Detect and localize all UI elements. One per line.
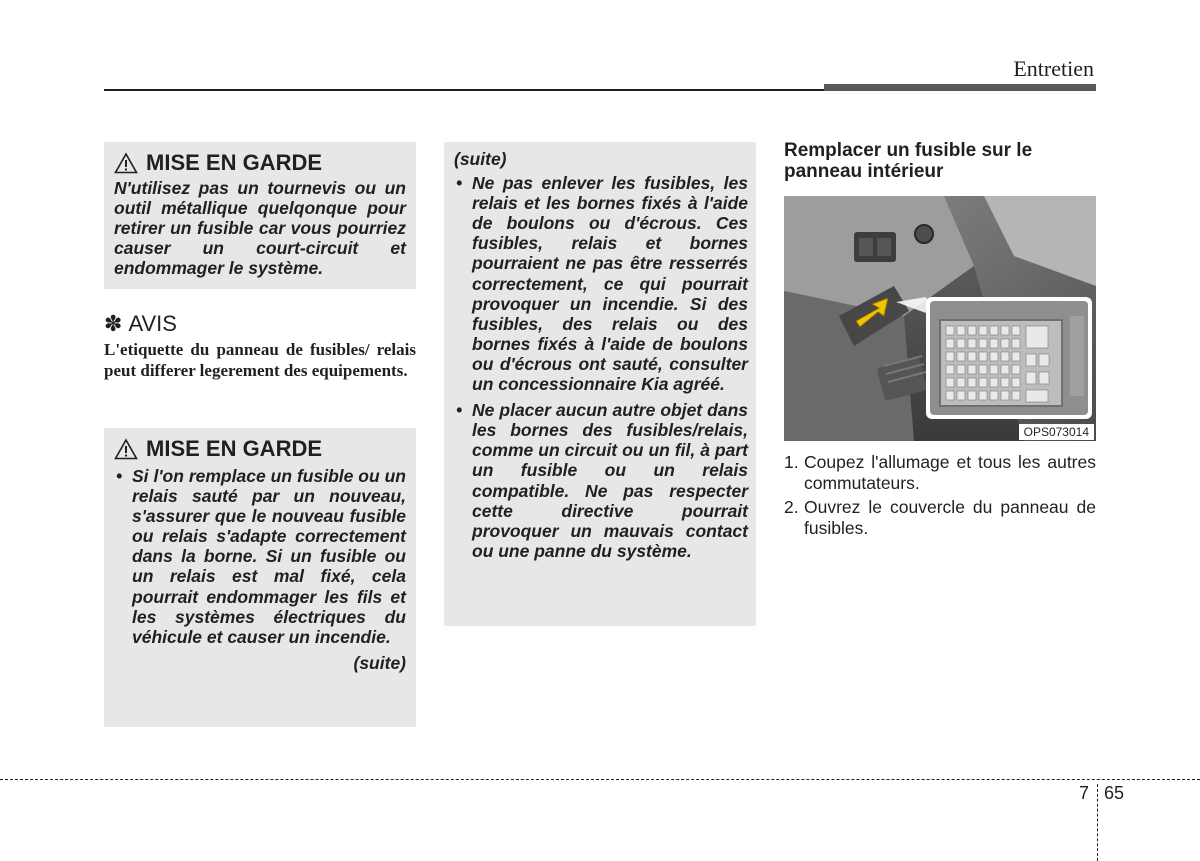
notice-title-text: AVIS bbox=[128, 311, 177, 336]
step-text: Ouvrez le couvercle du panneau de fusibles. bbox=[804, 497, 1096, 538]
warning-bullet-text: Ne placer aucun autre objet dans les bornes des fusibles/relais, comme un circuit ou un fil, à part un fusible ou un relais compatible. Ne pas respecter cette directive pourrait provoquer un mauvais contact ou une panne du système. bbox=[472, 400, 748, 561]
steps-list bbox=[784, 452, 1096, 542]
warning-title-text: MISE EN GARDE bbox=[146, 436, 323, 461]
warning-bullet-item bbox=[114, 466, 406, 647]
warning-title bbox=[114, 436, 406, 462]
photo-caption: OPS073014 bbox=[1019, 424, 1094, 440]
warning-title-text: MISE EN GARDE bbox=[146, 150, 323, 175]
running-header: Entretien bbox=[1013, 56, 1094, 81]
fuse-panel-photo bbox=[784, 196, 1096, 441]
notice-text: L'etiquette du panneau de fusibles/ relais peut differer legerement des equipements. bbox=[104, 340, 416, 380]
bullet: • bbox=[456, 173, 463, 194]
continued-label: (suite) bbox=[353, 652, 406, 673]
warning-bullet-item bbox=[454, 173, 748, 394]
header-accent-bar bbox=[824, 84, 1096, 91]
bullet: • bbox=[116, 466, 123, 486]
step-item bbox=[784, 497, 1096, 538]
warning-box-continued bbox=[444, 142, 756, 626]
page-number-divider bbox=[1097, 784, 1098, 861]
step-item bbox=[784, 452, 1096, 493]
section-heading: Remplacer un fusible sur le panneau intérieur bbox=[784, 140, 1033, 182]
footer-rule bbox=[0, 779, 1200, 780]
warning-triangle-icon bbox=[114, 438, 138, 460]
warning-bullet-text: Si l'on remplace un fusible ou un relais sauté par un nouveau, s'assurer que le nouveau fusible ou relais s'adapte correctement dans la borne. Si un fusible ou un relais est mal fixé, cela pourrait endommager les fils et les systèmes électriques du véhicule et causer un incendie. bbox=[132, 466, 406, 647]
warning-bullet-item bbox=[454, 400, 748, 561]
warning-box-1 bbox=[104, 142, 416, 289]
continued-label: (suite) bbox=[454, 149, 507, 169]
step-number: 2. bbox=[784, 497, 799, 517]
bullet: • bbox=[456, 400, 463, 421]
notice-title bbox=[104, 311, 177, 337]
step-number: 1. bbox=[784, 452, 799, 472]
chapter-number: 7 bbox=[1079, 783, 1090, 803]
fuse-panel-illustration bbox=[784, 196, 1096, 441]
asterisk-icon: ✽ bbox=[104, 311, 123, 336]
warning-triangle-icon bbox=[114, 152, 138, 174]
page-number: 65 bbox=[1104, 783, 1125, 803]
warning-box-2 bbox=[104, 428, 416, 727]
warning-bullet-text: Ne pas enlever les fusibles, les relais et les bornes fixés à l'aide de boulons ou d'écrous. Ces fusibles, relais et bornes pourraient ne pas être resserrés correctement, ce qui pourrait provoquer un incendie. Si des fusibles, des relais ou des bornes fixés à l'aide de boulons ou d'écrous ont sauté, consulter un concessionnaire Kia agréé. bbox=[472, 173, 748, 395]
warning-title bbox=[114, 150, 406, 176]
warning-text: N'utilisez pas un tournevis ou un outil métallique quelqonque pour retirer un fusible car vous pourriez causer un court-circuit et endommager le système. bbox=[114, 178, 406, 279]
step-text: Coupez l'allumage et tous les autres commutateurs. bbox=[804, 452, 1096, 493]
